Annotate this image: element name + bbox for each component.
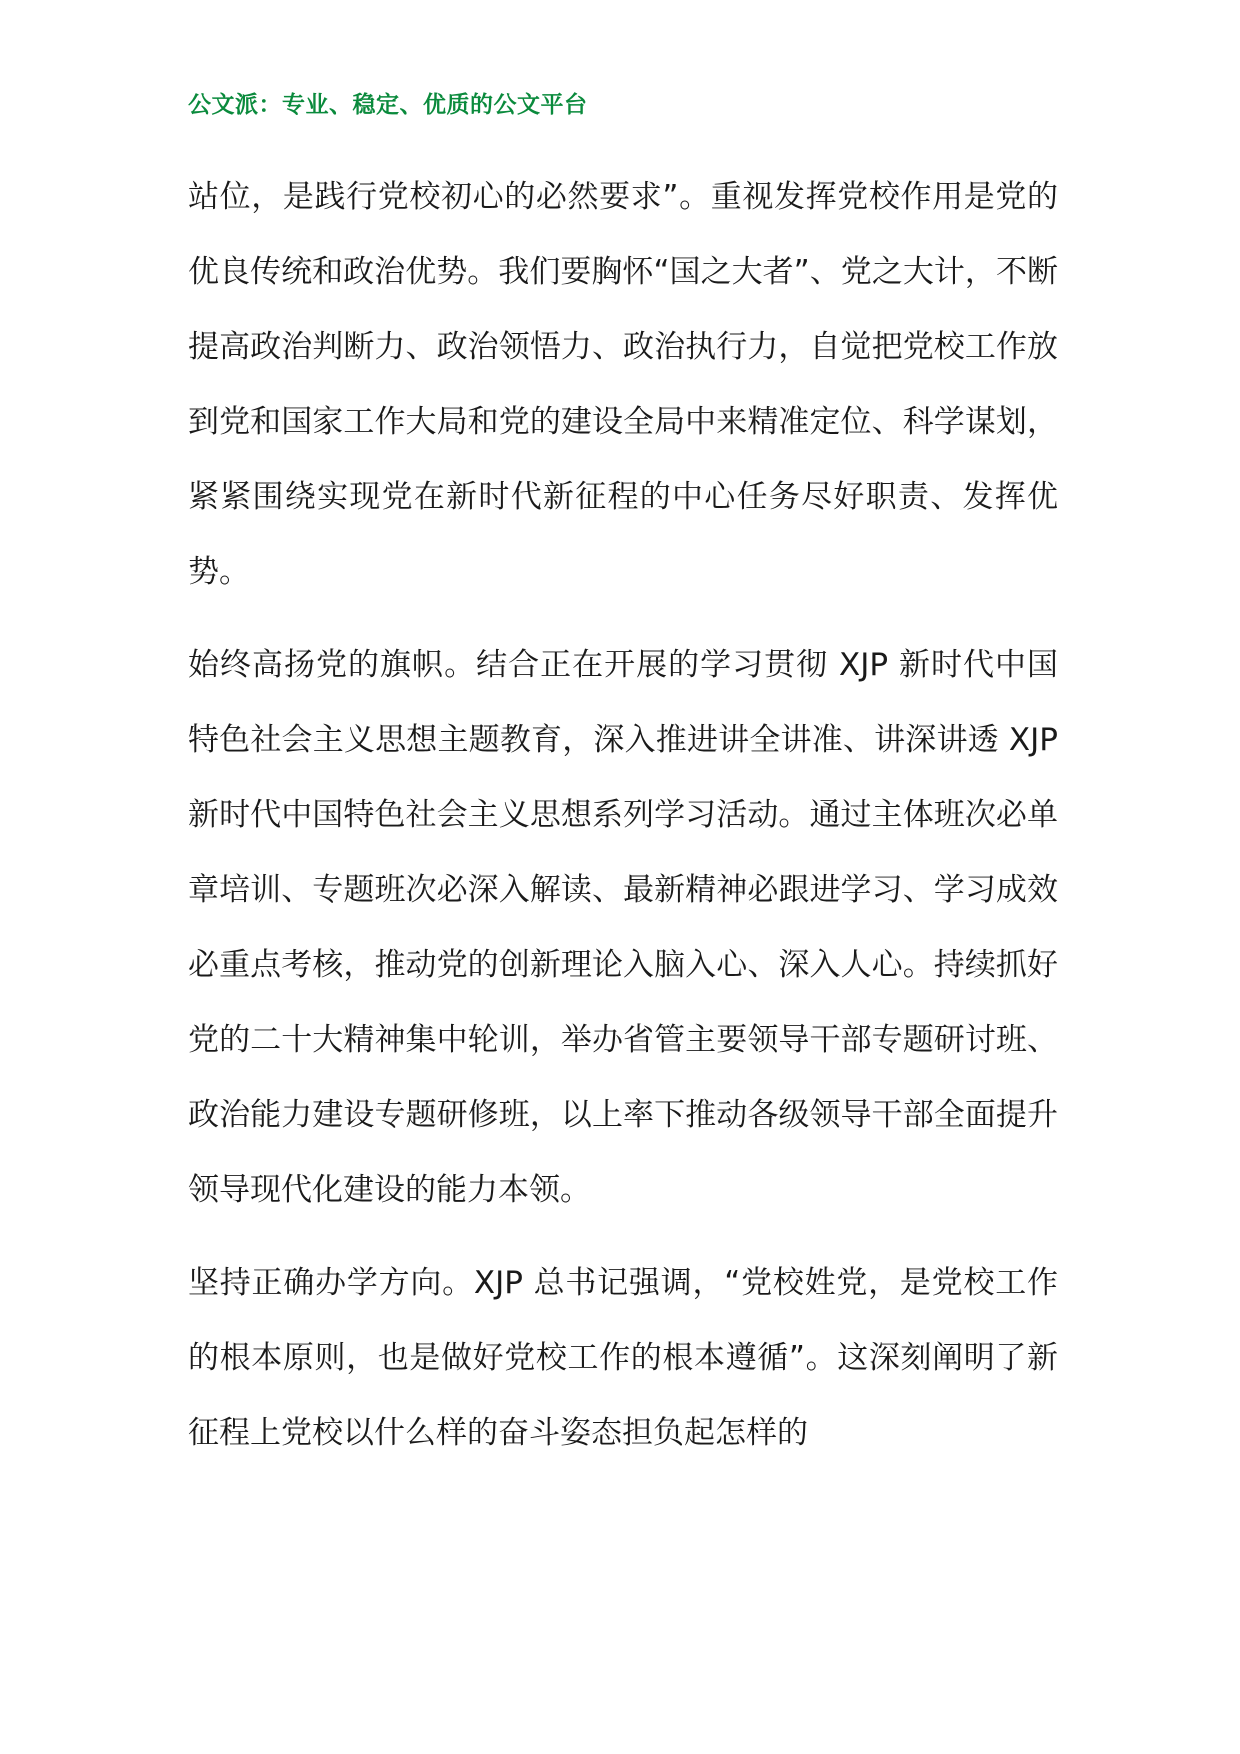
document-body [188, 160, 1058, 1489]
page-header-title: 公文派：专业、稳定、优质的公文平台 [188, 91, 588, 118]
paragraph-3: 坚持正确办学方向。XJP 总书记强调，“党校姓党，是党校工作的根本原则，也是做好党校工作的根本遵循”。这深刻阐明了新征程上党校以什么样的奋斗姿态担负起怎样的 [188, 1265, 1058, 1451]
paragraph-2: 始终高扬党的旗帜。结合正在开展的学习贯彻 XJP 新时代中国特色社会主义思想主题教育，深入推进讲全讲准、讲深讲透 XJP 新时代中国特色社会主义思想系列学习活动。通过主体班次必单章培训、专题班次必深入解读、最新精神必跟进学习、学习成效必重点考核，推动党的创新理论入脑入心、深入人心。持续抓好党的二十大精神集中轮训，举办省管主要领导干部专题研讨班、政治能力建设专题研修班，以上率下推动各级领导干部全面提升领导现代化建设的能力本领。 [188, 647, 1058, 1208]
paragraph-1: 站位，是践行党校初心的必然要求”。重视发挥党校作用是党的优良传统和政治优势。我们要胸怀“国之大者”、党之大计，不断提高政治判断力、政治领悟力、政治执行力，自觉把党校工作放到党和国家工作大局和党的建设全局中来精准定位、科学谋划，紧紧围绕实现党在新时代新征程的中心任务尽好职责、发挥优势。 [188, 179, 1058, 590]
